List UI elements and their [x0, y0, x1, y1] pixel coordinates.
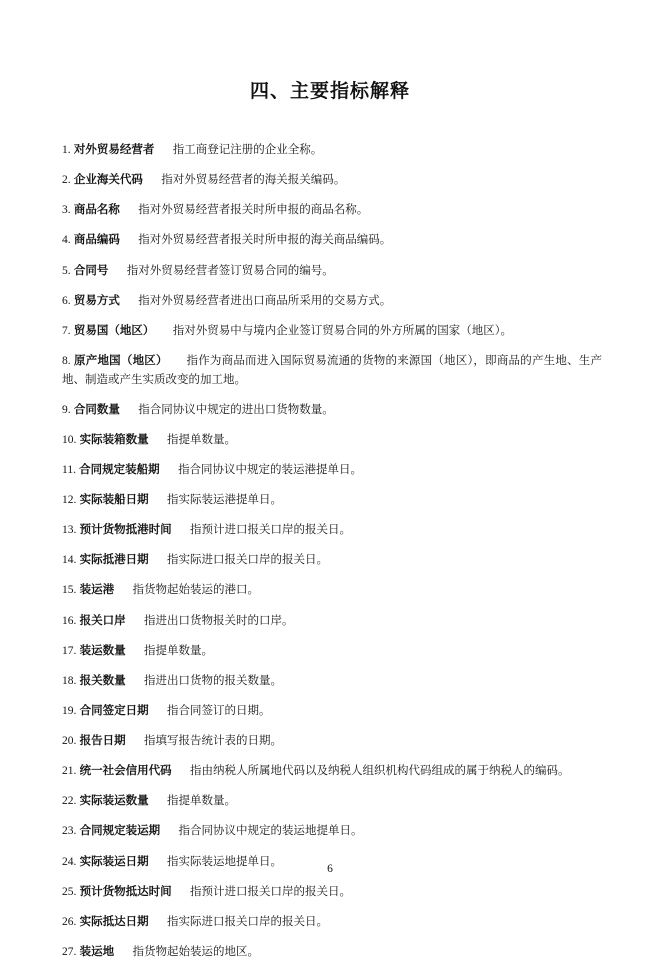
item-number: 19.: [62, 704, 77, 717]
list-item: [62, 702, 602, 721]
item-number: 22.: [62, 795, 77, 808]
list-item: [62, 431, 602, 450]
item-description: 指工商登记注册的企业全称。: [172, 144, 323, 156]
list-item: [62, 551, 602, 570]
item-description: 指进出口货物的报关数量。: [143, 674, 282, 687]
definition-list: [0, 141, 660, 962]
item-term: 报关数量: [79, 674, 126, 687]
list-item: [62, 883, 602, 902]
item-description: 指实际进口报关口岸的报关日。: [166, 554, 328, 567]
item-description: 指提单数量。: [143, 644, 213, 657]
item-description: 指对外贸易中与境内企业签订贸易合同的外方所属的国家（地区）。: [172, 324, 512, 337]
item-term: 实际抵港日期: [79, 554, 149, 567]
item-term: 贸易国（地区）: [73, 324, 155, 337]
item-term: 企业海关代码: [73, 174, 143, 187]
item-number: 24.: [62, 855, 77, 868]
item-term: 实际装箱数量: [79, 433, 149, 446]
item-number: 10.: [62, 433, 77, 446]
item-term: 预计货物抵达时间: [79, 885, 172, 898]
item-term: 合同数量: [73, 403, 120, 416]
item-description: 指合同协议中规定的装运地提单日。: [178, 825, 363, 838]
item-description: 指合同协议中规定的装运港提单日。: [178, 463, 363, 476]
item-description: 指合同签订的日期。: [166, 704, 271, 717]
item-number: 27.: [62, 945, 77, 958]
item-number: 6.: [62, 294, 71, 307]
list-item: [62, 672, 602, 691]
item-term: 报关口岸: [79, 614, 126, 627]
item-description: 指实际装运港提单日。: [166, 494, 282, 506]
item-description: 指预计进口报关口岸的报关日。: [189, 524, 351, 537]
item-description: 指由纳税人所属地代码以及纳税人组织机构代码组成的属于纳税人的编码。: [189, 765, 570, 778]
item-term: 合同签定日期: [79, 704, 149, 717]
list-item: [62, 292, 602, 311]
item-term: 原产地国（地区）: [74, 354, 168, 367]
item-term: 实际装船日期: [79, 494, 149, 506]
item-description: 指对外贸易经营者的海关报关编码。: [161, 174, 346, 187]
list-item: [62, 521, 602, 540]
item-description: 指进出口货物报关时的口岸。: [143, 614, 294, 627]
item-number: 25.: [62, 885, 77, 898]
list-item: [62, 461, 602, 480]
item-term: 实际装运日期: [79, 855, 149, 868]
item-term: 装运数量: [79, 644, 126, 657]
item-number: 18.: [62, 674, 77, 687]
item-description: 指对外贸易经营者进出口商品所采用的交易方式。: [138, 294, 392, 307]
item-term: 商品编码: [73, 234, 120, 247]
item-number: 14.: [62, 554, 77, 567]
page-number: 6: [327, 863, 333, 875]
item-description: 指实际装运地提单日。: [166, 855, 282, 868]
list-item: [62, 322, 602, 341]
list-item: [62, 141, 602, 160]
item-number: 17.: [62, 644, 77, 657]
item-description: 指对外贸易经营者报关时所申报的商品名称。: [138, 204, 369, 217]
item-description: 指实际进口报关口岸的报关日。: [166, 915, 328, 928]
item-number: 3.: [62, 204, 71, 217]
item-term: 装运港: [79, 584, 115, 597]
list-item: [62, 913, 602, 932]
item-number: 9.: [62, 403, 71, 416]
list-item: [62, 762, 602, 781]
item-description: 指货物起始装运的地区。: [132, 945, 259, 958]
item-description: 指对外贸易经营者签订贸易合同的编号。: [126, 264, 334, 277]
item-description: 指填写报告统计表的日期。: [143, 735, 282, 747]
list-item: [62, 491, 602, 510]
list-item: [62, 612, 602, 631]
item-number: 23.: [62, 825, 77, 838]
item-term: 实际装运数量: [79, 795, 149, 808]
item-number: 7.: [62, 324, 71, 337]
item-number: 26.: [62, 915, 77, 928]
item-term: 对外贸易经营者: [73, 144, 155, 156]
item-description: 指提单数量。: [166, 433, 236, 446]
item-number: 12.: [62, 494, 77, 506]
item-number: 13.: [62, 524, 77, 537]
list-item: [62, 171, 602, 190]
list-item: [62, 792, 602, 811]
list-item: [62, 352, 602, 389]
item-term: 合同号: [73, 264, 109, 277]
list-item: [62, 943, 602, 962]
list-item: [62, 231, 602, 250]
list-item: [62, 262, 602, 281]
list-item: [62, 822, 602, 841]
item-description: 指对外贸易经营者报关时所申报的海关商品编码。: [138, 234, 392, 247]
list-item: [62, 201, 602, 220]
item-number: 16.: [62, 614, 77, 627]
item-description: 指合同协议中规定的进出口货物数量。: [138, 403, 334, 416]
item-term: 报告日期: [79, 735, 126, 747]
item-term: 预计货物抵港时间: [79, 524, 172, 537]
list-item: [62, 581, 602, 600]
item-number: 1.: [62, 144, 71, 156]
item-term: 商品名称: [73, 204, 120, 217]
item-number: 8.: [62, 354, 71, 367]
item-description: 指作为商品而进入国际贸易流通的货物的来源国（地区），即商品的产生地、生产地、制造或产生实质改变的加工地。: [62, 354, 602, 386]
item-term: 合同规定装船期: [79, 463, 160, 476]
page-title: 四、主要指标解释: [249, 81, 410, 102]
list-item: [62, 642, 602, 661]
item-term: 统一社会信用代码: [79, 765, 172, 778]
list-item: [62, 732, 602, 751]
item-term: 合同规定装运期: [79, 825, 161, 838]
item-term: 装运地: [79, 945, 115, 958]
item-number: 15.: [62, 584, 77, 597]
item-number: 2.: [62, 174, 71, 187]
item-number: 5.: [62, 264, 71, 277]
item-description: 指提单数量。: [166, 795, 236, 808]
item-term: 贸易方式: [73, 294, 120, 307]
list-item: [62, 401, 602, 420]
item-description: 指货物起始装运的港口。: [132, 584, 259, 597]
item-number: 11.: [62, 463, 76, 476]
item-number: 21.: [62, 765, 77, 778]
item-number: 4.: [62, 234, 71, 247]
item-number: 20.: [62, 735, 77, 747]
item-term: 实际抵达日期: [79, 915, 149, 928]
item-description: 指预计进口报关口岸的报关日。: [189, 885, 351, 898]
